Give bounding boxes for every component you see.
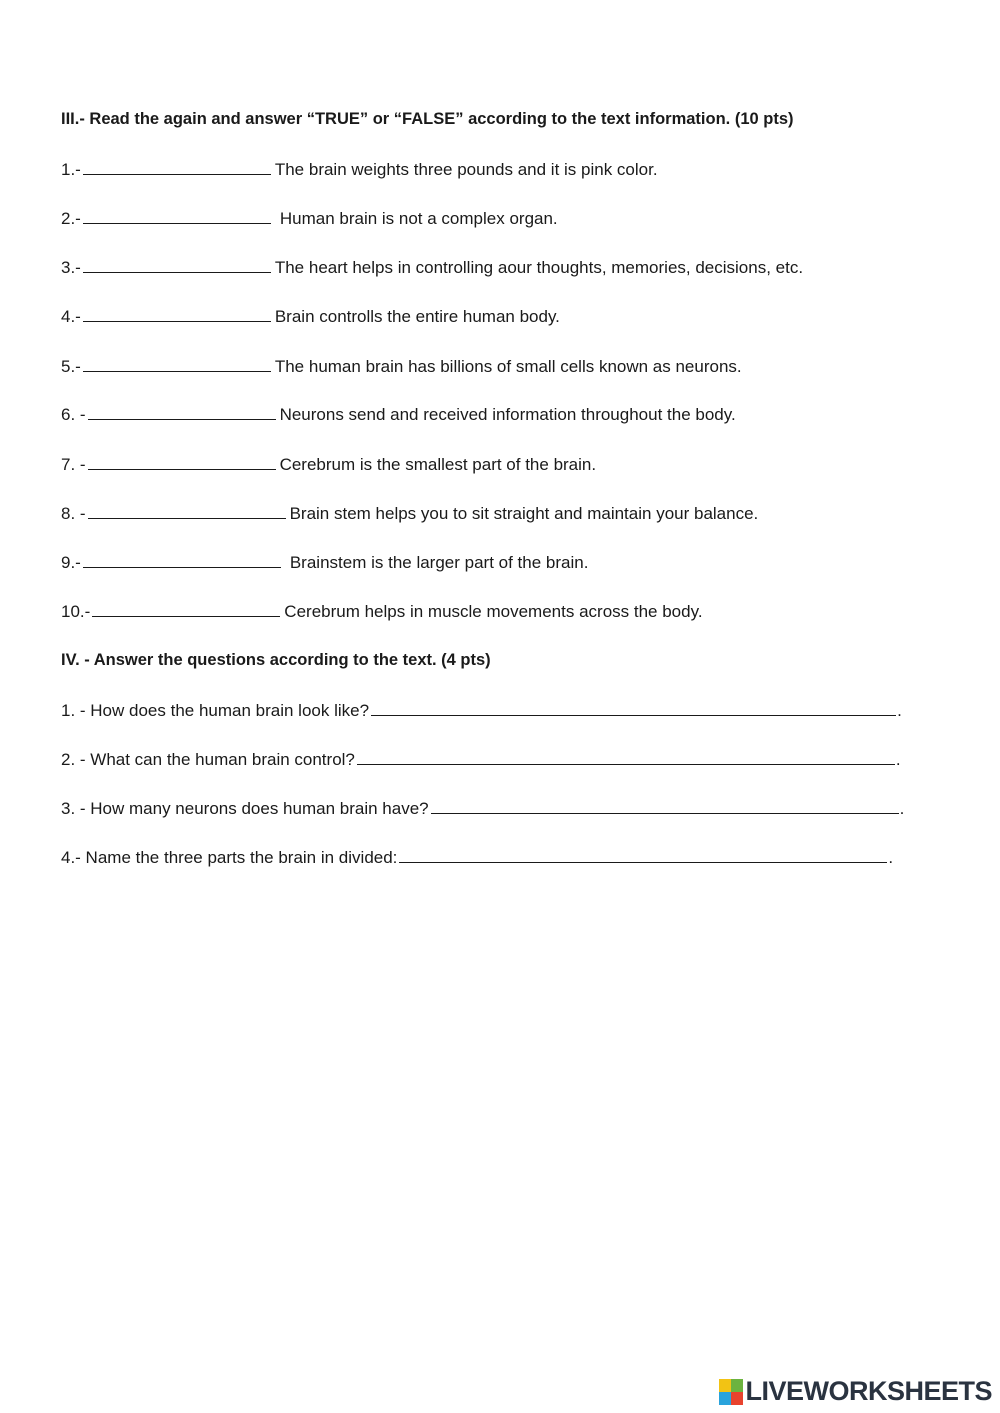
item-number: 1.- xyxy=(61,160,81,179)
question-text: 1. - How does the human brain look like? xyxy=(61,701,370,720)
answer-blank[interactable] xyxy=(83,257,271,273)
item-statement: Cerebrum is the smallest part of the brain. xyxy=(279,455,597,474)
section-3-heading: III.- Read the again and answer “TRUE” or “FALSE” according to the text information. (10 pts) xyxy=(61,110,794,128)
item-statement: Brainstem is the larger part of the brain. xyxy=(289,553,589,572)
answer-blank[interactable] xyxy=(88,404,276,420)
item-number: 5.- xyxy=(61,357,81,376)
answer-blank[interactable] xyxy=(83,356,271,372)
item-statement: The brain weights three pounds and it is pink color. xyxy=(274,160,658,179)
liveworksheets-logo-icon xyxy=(719,1379,743,1405)
question-end: . xyxy=(899,799,905,818)
answer-blank[interactable] xyxy=(83,159,271,175)
tf-item-6 xyxy=(61,404,736,425)
item-number: 9.- xyxy=(61,553,81,572)
question-end: . xyxy=(897,701,902,720)
liveworksheets-logo xyxy=(719,1376,992,1407)
item-number: 7. - xyxy=(61,455,86,474)
logo-wordmark: LIVEWORKSHEETS xyxy=(745,1376,992,1406)
answer-blank[interactable] xyxy=(83,208,271,224)
answer-blank[interactable] xyxy=(83,306,271,322)
item-number: 10.- xyxy=(61,602,91,621)
answer-blank[interactable] xyxy=(399,847,887,863)
tf-item-4 xyxy=(61,306,560,327)
answer-blank[interactable] xyxy=(371,700,896,716)
question-1 xyxy=(61,700,902,721)
item-number: 3.- xyxy=(61,258,81,277)
tf-item-2 xyxy=(61,208,558,229)
question-4 xyxy=(61,847,893,868)
question-text: 3. - How many neurons does human brain have? xyxy=(61,799,429,818)
item-statement: Human brain is not a complex organ. xyxy=(279,209,558,228)
item-statement: Brain stem helps you to sit straight and maintain your balance. xyxy=(289,504,759,523)
question-text: 4.- Name the three parts the brain in divided: xyxy=(61,848,398,867)
tf-item-1 xyxy=(61,159,658,180)
answer-blank[interactable] xyxy=(83,552,281,568)
item-number: 8. - xyxy=(61,504,86,523)
answer-blank[interactable] xyxy=(92,601,280,617)
question-2 xyxy=(61,749,901,770)
tf-item-3 xyxy=(61,257,803,278)
item-statement: Brain controlls the entire human body. xyxy=(274,307,560,326)
item-statement: The heart helps in controlling aour thoughts, memories, decisions, etc. xyxy=(274,258,804,277)
section-4-heading: IV. - Answer the questions according to the text. (4 pts) xyxy=(61,651,491,669)
tf-item-8 xyxy=(61,503,758,524)
question-end: . xyxy=(888,848,894,867)
tf-item-10 xyxy=(61,601,703,622)
item-number: 2.- xyxy=(61,209,81,228)
item-number: 6. - xyxy=(61,405,86,424)
question-end: . xyxy=(895,750,901,769)
tf-item-5 xyxy=(61,356,742,377)
answer-blank[interactable] xyxy=(431,798,899,814)
question-3 xyxy=(61,798,904,819)
answer-blank[interactable] xyxy=(88,503,286,519)
answer-blank[interactable] xyxy=(88,454,276,470)
question-text: 2. - What can the human brain control? xyxy=(61,750,355,769)
item-statement: Cerebrum helps in muscle movements across the body. xyxy=(284,602,703,621)
tf-item-9 xyxy=(61,552,588,573)
item-number: 4.- xyxy=(61,307,81,326)
item-statement: The human brain has billions of small cells known as neurons. xyxy=(274,357,742,376)
tf-item-7 xyxy=(61,454,596,475)
answer-blank[interactable] xyxy=(357,749,895,765)
item-statement: Neurons send and received information throughout the body. xyxy=(279,405,736,424)
